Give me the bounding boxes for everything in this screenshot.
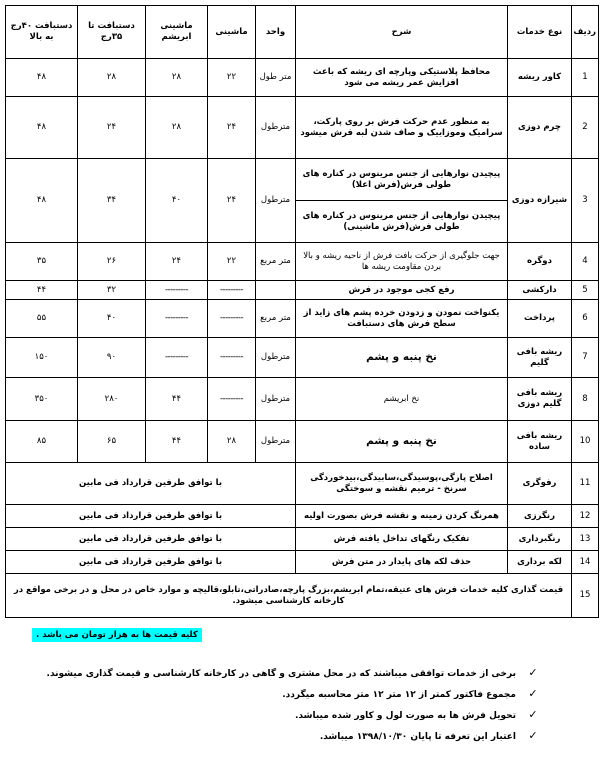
service-description: همرنگ کردن زمینه و نقشه فرش بصورت اولیه	[296, 505, 508, 528]
table-row	[6, 463, 599, 505]
price-handmade-35: ۲۴	[78, 97, 146, 159]
price-table	[5, 5, 599, 618]
row-number: 7	[572, 338, 599, 378]
service-description: پیچیدن نوارهایی از جنس مرینوس در کناره های طولی فرش(فرش اعلا)	[296, 159, 508, 201]
price-machine-silk: ۲۸	[146, 97, 208, 159]
header-handmade-40: دستبافت ۴۰رج به بالا	[6, 6, 78, 59]
price-machine: ---------	[208, 300, 256, 338]
unit	[256, 281, 296, 300]
unit: مترطول	[256, 421, 296, 463]
notes-list	[40, 662, 540, 746]
service-description: پیچیدن نوارهایی از جنس مرینوس در کناره های طولی فرش(فرش ماشینی)	[296, 201, 508, 243]
list-item	[40, 725, 540, 746]
row-number: 8	[572, 378, 599, 421]
price-handmade-40: ۵۵	[6, 300, 78, 338]
row-number: 2	[572, 97, 599, 159]
price-handmade-40: ۴۸	[6, 159, 78, 243]
row-number: 3	[572, 159, 599, 243]
service-name: ریشه بافی گلیم	[508, 338, 572, 378]
service-name: دوگره	[508, 243, 572, 281]
unit: مترطول	[256, 378, 296, 421]
table-row	[6, 505, 599, 528]
price-handmade-40: ۱۵۰	[6, 338, 78, 378]
unit: مترطول	[256, 159, 296, 243]
price-machine-silk: ۴۴	[146, 421, 208, 463]
agreement-note: با توافق طرفین قرارداد فی مابین	[6, 551, 296, 574]
price-handmade-35: ۴۰	[78, 300, 146, 338]
service-description: حذف لکه های پایدار در متن فرش	[296, 551, 508, 574]
price-machine: ---------	[208, 378, 256, 421]
row-number: 12	[572, 505, 599, 528]
agreement-note: با توافق طرفین قرارداد فی مابین	[6, 463, 296, 505]
agreement-note: با توافق طرفین قرارداد فی مابین	[6, 505, 296, 528]
price-machine-silk: ---------	[146, 338, 208, 378]
service-name: شیرازه دوزی	[508, 159, 572, 243]
service-description: اصلاح پارگی،پوسیدگی،سابیدگی،بیدخوردگی سرنخ - ترمیم نقشه و سوختگی	[296, 463, 508, 505]
agreement-note: با توافق طرفین قرارداد فی مابین	[6, 528, 296, 551]
header-service: نوع خدمات	[508, 6, 572, 59]
checkmark-icon: ✓	[528, 729, 538, 742]
table-row	[6, 59, 599, 97]
price-handmade-40: ۸۵	[6, 421, 78, 463]
service-description: تفکیک رنگهای تداخل یافته فرش	[296, 528, 508, 551]
header-handmade-35: دستبافت تا ۳۵رج	[78, 6, 146, 59]
row-number: 15	[572, 574, 599, 618]
table-row	[6, 300, 599, 338]
table-row	[6, 159, 599, 201]
table-row	[6, 97, 599, 159]
row-number: 5	[572, 281, 599, 300]
checkmark-icon: ✓	[528, 666, 538, 679]
price-machine: ۲۲	[208, 243, 256, 281]
price-machine-silk: ---------	[146, 281, 208, 300]
price-machine: ---------	[208, 281, 256, 300]
unit: مترطول	[256, 97, 296, 159]
price-handmade-40: ۳۵	[6, 243, 78, 281]
price-handmade-35: ۹۰	[78, 338, 146, 378]
price-machine: ---------	[208, 338, 256, 378]
price-machine-silk: ۴۰	[146, 159, 208, 243]
list-item-text: برخی از خدمات توافقی میباشند که در محل مشتری و گاهی در کارخانه کارشناسی و قیمت گذاری میشوند.	[46, 669, 516, 679]
row-number: 14	[572, 551, 599, 574]
service-name: رفوگری	[508, 463, 572, 505]
price-handmade-35: ۲۶	[78, 243, 146, 281]
special-pricing-note: قیمت گذاری کلیه خدمات فرش های عتیقه،تمام ابریشم،بزرگ پارچه،صادراتی،تابلو،قالیچه و موارد خاص در محل و در برخی مواقع در کارخانه کارشناسی میشود.	[6, 574, 572, 618]
table-row	[6, 551, 599, 574]
price-handmade-35: ۲۸۰	[78, 378, 146, 421]
price-machine: ۲۸	[208, 421, 256, 463]
price-handmade-35: ۳۲	[78, 281, 146, 300]
price-machine-silk: ۴۴	[146, 378, 208, 421]
header-machine: ماشینی	[208, 6, 256, 59]
list-item	[40, 683, 540, 704]
service-name: چرم دوزی	[508, 97, 572, 159]
list-item	[40, 662, 540, 683]
currency-note: کلیه قیمت ها به هزار تومان می باشد .	[32, 628, 202, 642]
table-row	[6, 528, 599, 551]
row-number: 1	[572, 59, 599, 97]
service-name: کاور ریشه	[508, 59, 572, 97]
price-handmade-35: ۲۸	[78, 59, 146, 97]
price-machine-silk: ۲۴	[146, 243, 208, 281]
service-name: لکه برداری	[508, 551, 572, 574]
row-number: 10	[572, 421, 599, 463]
service-description: رفع کجی موجود در فرش	[296, 281, 508, 300]
service-description: نخ پنبه و پشم	[296, 421, 508, 463]
checkmark-icon: ✓	[528, 687, 538, 700]
price-machine-silk: ۲۸	[146, 59, 208, 97]
price-handmade-35: ۶۵	[78, 421, 146, 463]
service-description: محافظ پلاستیکی وپارچه ای ریشه که باعث افزایش عمر ریشه می شود	[296, 59, 508, 97]
service-description: نخ پنبه و پشم	[296, 338, 508, 378]
table-row	[6, 574, 599, 618]
header-description: شرح	[296, 6, 508, 59]
service-name: پرداخت	[508, 300, 572, 338]
service-description: جهت جلوگیری از حرکت بافت فرش از ناحیه ریشه و بالا بردن مقاومت ریشه ها	[296, 243, 508, 281]
unit: متر مربع	[256, 243, 296, 281]
header-row	[6, 6, 599, 59]
unit: مترطول	[256, 338, 296, 378]
price-handmade-40: ۴۴	[6, 281, 78, 300]
row-number: 11	[572, 463, 599, 505]
service-description: یکنواخت نمودن و زدودن خرده پشم های زاید از سطح فرش های دستبافت	[296, 300, 508, 338]
price-machine: ۲۲	[208, 59, 256, 97]
list-item	[40, 704, 540, 725]
table-row	[6, 338, 599, 378]
service-description: نخ ابریشم	[296, 378, 508, 421]
price-handmade-40: ۴۸	[6, 97, 78, 159]
header-machine-silk: ماشینی ابریشم	[146, 6, 208, 59]
service-description: به منظور عدم حرکت فرش بر روی پارکت، سرامیک وموزاییک و صاف شدن لبه فرش میشود	[296, 97, 508, 159]
row-number: 4	[572, 243, 599, 281]
price-handmade-40: ۳۵۰	[6, 378, 78, 421]
table-row	[6, 281, 599, 300]
price-machine: ۲۴	[208, 97, 256, 159]
service-name: رنگرزی	[508, 505, 572, 528]
table-row	[6, 243, 599, 281]
price-handmade-40: ۴۸	[6, 59, 78, 97]
checkmark-icon: ✓	[528, 708, 538, 721]
price-machine: ۲۴	[208, 159, 256, 243]
table-row	[6, 378, 599, 421]
service-name: رنگبرداری	[508, 528, 572, 551]
row-number: 6	[572, 300, 599, 338]
unit: متر طول	[256, 59, 296, 97]
list-item-text: اعتبار این تعرفه تا پایان ۱۳۹۸/۱۰/۳۰ میباشد.	[319, 732, 516, 742]
table-row	[6, 421, 599, 463]
price-machine-silk: ---------	[146, 300, 208, 338]
row-number: 13	[572, 528, 599, 551]
header-row-number: ردیف	[572, 6, 599, 59]
price-handmade-35: ۳۴	[78, 159, 146, 243]
list-item-text: مجموع فاکتور کمتر از ۱۲ متر ۱۲ متر محاسبه میگردد.	[282, 690, 516, 700]
service-name: ریشه بافی گلیم دوزی	[508, 378, 572, 421]
header-unit: واحد	[256, 6, 296, 59]
list-item-text: تحویل فرش ها به صورت لول و کاور شده میباشد.	[295, 711, 516, 721]
service-name: دارکشی	[508, 281, 572, 300]
unit: متر مربع	[256, 300, 296, 338]
service-name: ریشه بافی ساده	[508, 421, 572, 463]
